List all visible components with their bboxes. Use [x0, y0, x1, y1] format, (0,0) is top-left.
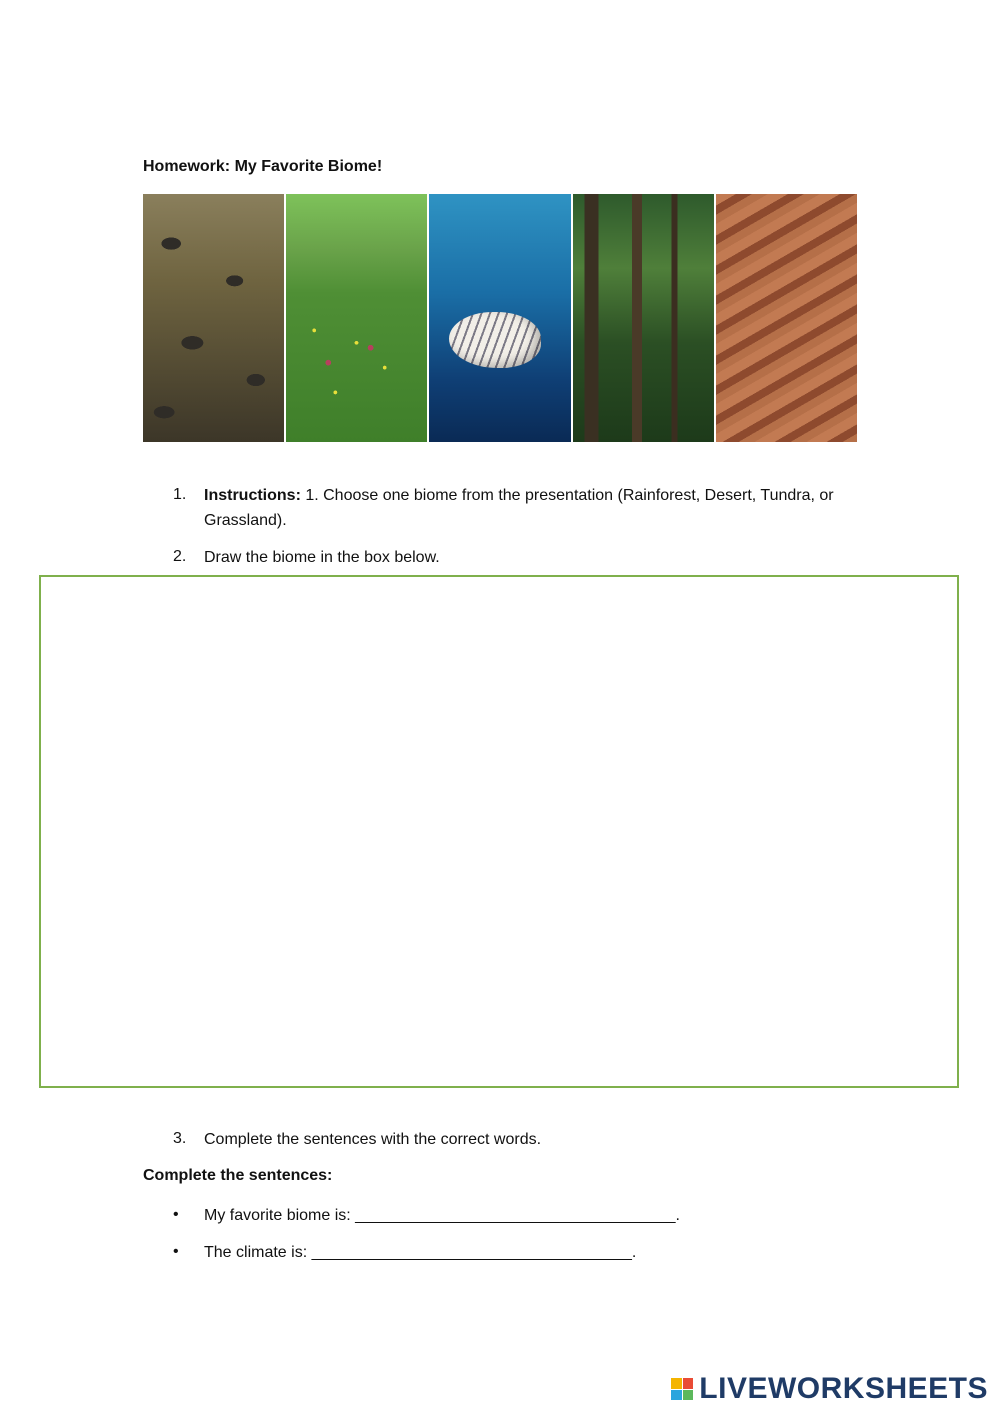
logo-text: LIVEWORKSHEETS: [699, 1372, 988, 1405]
list-number-2: 2.: [173, 548, 187, 565]
instruction-1-text: 1. Choose one biome from the presentation (Rainforest, Desert, Tundra, or Grassland).: [204, 487, 834, 529]
grassland-photo: [286, 194, 427, 442]
liveworksheets-logo-icon: [671, 1378, 693, 1400]
ocean-photo: [429, 194, 570, 442]
desert-photo: [716, 194, 857, 442]
instruction-2: Draw the biome in the box below.: [204, 549, 440, 566]
complete-sentences-heading: Complete the sentences:: [143, 1167, 333, 1184]
liveworksheets-logo: [671, 1372, 988, 1406]
sentence-climate[interactable]: The climate is: ____________________________________.: [204, 1244, 637, 1261]
instruction-label: Instructions:: [204, 487, 301, 504]
drawing-box[interactable]: [39, 575, 959, 1088]
list-number-1: 1.: [173, 486, 187, 503]
bullet-icon: •: [173, 1206, 179, 1223]
sentence-favorite-biome[interactable]: My favorite biome is: ____________________________________.: [204, 1207, 680, 1224]
instruction-3: Complete the sentences with the correct words.: [204, 1131, 542, 1148]
list-number-3: 3.: [173, 1130, 187, 1147]
tundra-photo: [143, 194, 284, 442]
nautilus-shell-image: [449, 312, 541, 368]
bullet-icon: •: [173, 1243, 179, 1260]
instruction-1: [204, 483, 854, 533]
rainforest-photo: [573, 194, 714, 442]
page-title: Homework: My Favorite Biome!: [143, 158, 383, 175]
biome-image-strip: [143, 194, 857, 442]
